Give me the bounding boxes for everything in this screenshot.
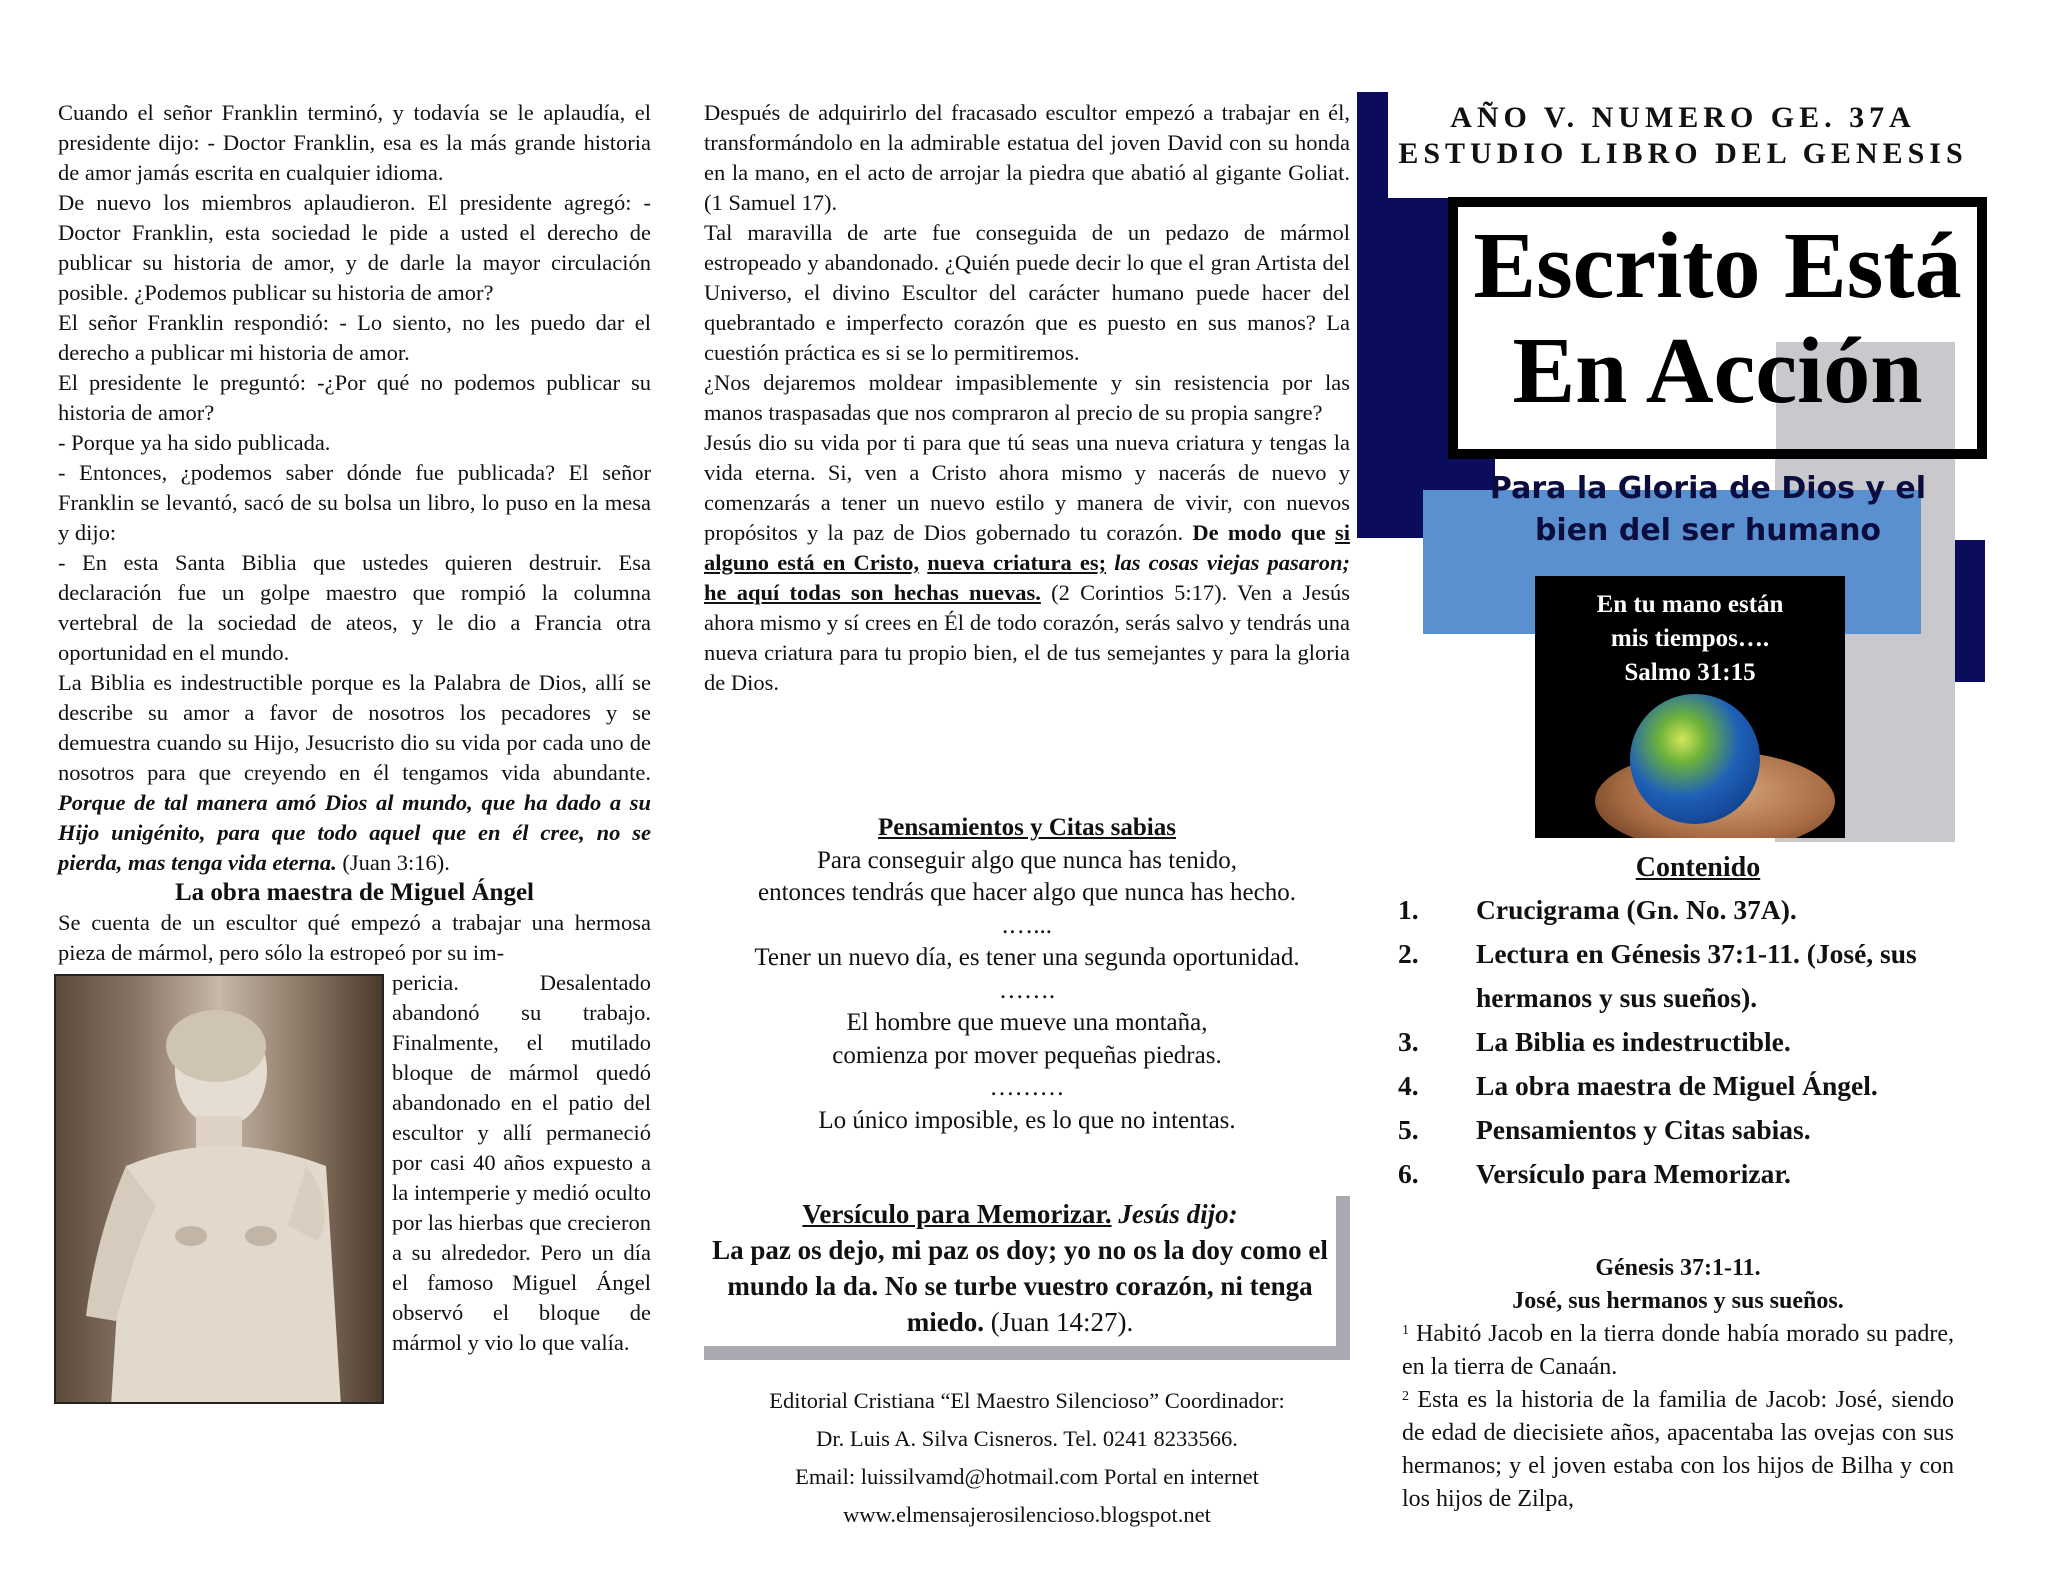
verse-reference: (Juan 3:16). <box>342 850 450 875</box>
paragraph: Cuando el señor Franklin terminó, y todavía se le aplaudía, el presidente dijo: - Doctor Franklin, esa es la más grande historia de amor jamás escrita en cualquier idioma. <box>58 100 651 185</box>
contents-item <box>1398 1152 1998 1196</box>
issue-line: AÑO V. NUMERO GE. 37A <box>1450 101 1916 134</box>
thoughts-section <box>704 812 1350 1137</box>
item-label: La obra maestra de Miguel Ángel. <box>1476 1070 1878 1101</box>
verse-reference: (Juan 14:27). <box>990 1307 1134 1337</box>
image-caption <box>1535 588 1845 690</box>
earth-in-hand-image <box>1535 576 1845 838</box>
thought-line: Lo único imposible, es lo que no intentas. <box>818 1106 1236 1134</box>
paragraph: El señor Franklin respondió: - Lo siento, no les puedo dar el derecho a publicar mi historia de amor. <box>58 310 651 365</box>
newsletter-title <box>1448 214 1987 424</box>
item-number: 6. <box>1398 1158 1419 1189</box>
section-heading-miguel-angel: La obra maestra de Miguel Ángel <box>175 879 534 906</box>
paragraph: - Porque ya ha sido publicada. <box>58 430 331 455</box>
footer-line: Email: luissilvamd@hotmail.com Portal en internet <box>795 1464 1259 1489</box>
bold-text: De modo que <box>1192 520 1326 545</box>
verse-intro: Jesús dijo: <box>1118 1199 1238 1229</box>
david-statue-image <box>54 974 384 1404</box>
item-label: Versículo para Memorizar. <box>1476 1158 1791 1189</box>
title-line: En Acción <box>1512 319 1923 423</box>
item-label: Crucigrama (Gn. No. 37A). <box>1476 894 1797 925</box>
item-label: La Biblia es indestructible. <box>1476 1026 1791 1057</box>
contents-title: Contenido <box>1635 852 1761 883</box>
thought-line: Para conseguir algo que nunca has tenido, <box>816 846 1237 874</box>
contents-item <box>1398 888 1998 932</box>
paragraph-text: La Biblia es indestructible porque es la Palabra de Dios, allí se describe su amor a favor de nosotros los pecadores y se demuestra cuando su Hijo, Jesucristo dio su vida por cada uno de nosotros para que creyendo en él tengamos vida abundante. <box>58 670 651 785</box>
paragraph: Tal maravilla de arte fue conseguida de un pedazo de mármol estropeado y abandonado. ¿Quién puede decir lo que el gran Artista del Universo, el divino Escultor del carácter humano puede hacer del quebrantado e imperfecto corazón que es puesto en sus manos? La cuestión práctica es si se lo permitiremos. <box>704 220 1350 365</box>
paragraph: El presidente le preguntó: -¿Por qué no podemos publicar su historia de amor? <box>58 370 651 425</box>
contents-item <box>1398 932 1998 1020</box>
item-number: 5. <box>1398 1114 1419 1145</box>
item-label: Pensamientos y Citas sabias. <box>1476 1114 1811 1145</box>
navy-block-decoration <box>1955 540 1985 682</box>
verse-text: La paz os dejo, mi paz os doy; yo no os la doy como el mundo la da. No se turbe vuestro corazón, ni tenga miedo. <box>712 1235 1328 1337</box>
contents-item <box>1398 1020 1998 1064</box>
caption-line: Salmo 31:15 <box>1624 659 1756 686</box>
thought-line: comienza por mover pequeñas piedras. <box>832 1041 1222 1069</box>
footer-line: Editorial Cristiana “El Maestro Silencioso” Coordinador: <box>769 1388 1285 1413</box>
paragraph <box>58 668 651 878</box>
paragraph-text: (2 Corintios 5:17). Ven a Jesús ahora mismo y sí crees en Él de todo corazón, serás salvo y tendrás una nueva criatura para tu propio bien, el de tus semejantes y para la gloria de Dios. <box>704 580 1350 695</box>
paragraph: ¿Nos dejaremos moldear impasiblemente y sin resistencia por las manos traspasadas que nos compraron al precio de su propia sangre? <box>704 370 1350 425</box>
separator-dots: ……. <box>998 976 1056 1004</box>
thought-line: El hombre que mueve una montaña, <box>846 1009 1208 1036</box>
paragraph <box>704 428 1350 698</box>
issue-header <box>1388 92 1978 198</box>
column-middle <box>704 98 1350 698</box>
statue-block <box>58 968 651 1388</box>
paragraph: - Entonces, ¿podemos saber dónde fue publicada? El señor Franklin se levantó, sacó de su bolsa un libro, lo puso en la mesa y dijo: <box>58 460 651 545</box>
thoughts-title: Pensamientos y Citas sabias <box>878 814 1176 841</box>
title-line: Escrito Está <box>1473 214 1962 318</box>
italic-text: las cosas viejas pasaron; <box>1114 550 1351 575</box>
table-of-contents <box>1398 848 1998 1196</box>
paragraph: De nuevo los miembros aplaudieron. El presidente agregó: - Doctor Franklin, esta sociedad le pide a usted el derecho de publicar su historia de amor, y de darle la mayor circulación posible. ¿Podemos publicar su historia de amor? <box>58 190 651 305</box>
thought-line: Tener un nuevo día, es tener una segunda oportunidad. <box>754 944 1300 971</box>
item-number: 2. <box>1398 938 1419 969</box>
paragraph-text: Jesús dio su vida por ti para que tú seas una nueva criatura y tengas la vida eterna. Si, ven a Cristo ahora mismo y nacerás de nuevo y comenzarás a tener un nuevo estilo y manera de vivir, con nuevos propósitos y la paz de Dios gobernado tu corazón. <box>704 430 1350 545</box>
publisher-footer <box>704 1382 1350 1534</box>
subtitle-line: bien del ser humano <box>1534 513 1882 548</box>
thought-line: entonces tendrás que hacer algo que nunca has hecho. <box>758 879 1296 906</box>
reading-reference: Génesis 37:1-11. <box>1595 1255 1761 1281</box>
separator-dots: .…... <box>1002 911 1052 939</box>
globe-icon <box>1630 694 1760 824</box>
statue-side-text: pericia. Desalentado abandonó su trabajo. Finalmente, el mutilado bloque de mármol quedó abandonado en el patio del escultor y allí permaneció por casi 40 años expuesto a la intemperie y medió oculto por las hierbas que crecieron a su alrededor. Pero un día el famoso Miguel Ángel observó el bloque de mármol y vio lo que valía. <box>392 970 651 1355</box>
item-number: 1. <box>1398 894 1419 925</box>
item-number: 3. <box>1398 1026 1419 1057</box>
underlined-text: si alguno está en Cristo, <box>704 520 1351 575</box>
reading-title: José, sus hermanos y sus sueños. <box>1512 1288 1844 1314</box>
item-number: 4. <box>1398 1070 1419 1101</box>
underlined-text: nueva criatura es; <box>927 550 1107 575</box>
verse-number: 1 <box>1402 1323 1409 1338</box>
verse-title: Versículo para Memorizar. <box>802 1199 1112 1229</box>
subtitle-line: Para la Gloria de Dios y el <box>1489 471 1927 506</box>
memory-verse-box <box>704 1196 1350 1360</box>
footer-line: Dr. Luis A. Silva Cisneros. Tel. 0241 8233566. <box>816 1426 1238 1451</box>
verse-number: 2 <box>1402 1389 1409 1404</box>
verse <box>1402 1318 1954 1384</box>
subtitle <box>1423 468 1993 552</box>
john-3-16-quote: Porque de tal manera amó Dios al mundo, que ha dado a su Hijo unigénito, para que todo aquel que en él cree, no se pierda, mas tenga vida eterna. <box>58 790 651 875</box>
contents-item <box>1398 1064 1998 1108</box>
paragraph: Se cuenta de un escultor qué empezó a trabajar una hermosa pieza de mármol, pero sólo la estropeó por su im- <box>58 910 651 965</box>
contents-item <box>1398 1108 1998 1152</box>
verse-text: Habitó Jacob en la tierra donde había morado su padre, en la tierra de Canaán. <box>1402 1321 1955 1380</box>
verse-text: Esta es la historia de la familia de Jacob: José, siendo de edad de diecisiete años, apacentaba las ovejas con sus hermanos; y el joven estaba con los hijos de Bilha y con los hijos de Zilpa, <box>1402 1387 1954 1512</box>
paragraph: - En esta Santa Biblia que ustedes quieren destruir. Esa declaración fue un golpe maestro que rompió la columna vertebral de la sociedad de ateos, y le dio a Francia otra oportunidad en el mundo. <box>58 550 651 665</box>
paragraph: Después de adquirirlo del fracasado escultor empezó a trabajar en él, transformándolo en la admirable estatua del joven David con su honda en la mano, en el acto de arrojar la piedra que abatió al gigante Goliat. (1 Samuel 17). <box>704 100 1350 215</box>
genesis-reading <box>1402 1252 1954 1516</box>
issue-line: ESTUDIO LIBRO DEL GENESIS <box>1398 137 1968 170</box>
footer-line: www.elmensajerosilencioso.blogspot.net <box>843 1502 1211 1527</box>
underlined-text: he aquí todas son hechas nuevas. <box>704 580 1041 605</box>
item-label: Lectura en Génesis 37:1-11. (José, sus hermanos y sus sueños). <box>1476 938 1917 1013</box>
separator-dots: ……… <box>989 1074 1065 1101</box>
column-left <box>58 98 651 1388</box>
caption-line: En tu mano están <box>1596 591 1784 618</box>
verse <box>1402 1384 1954 1516</box>
caption-line: mis tiempos…. <box>1610 625 1770 652</box>
